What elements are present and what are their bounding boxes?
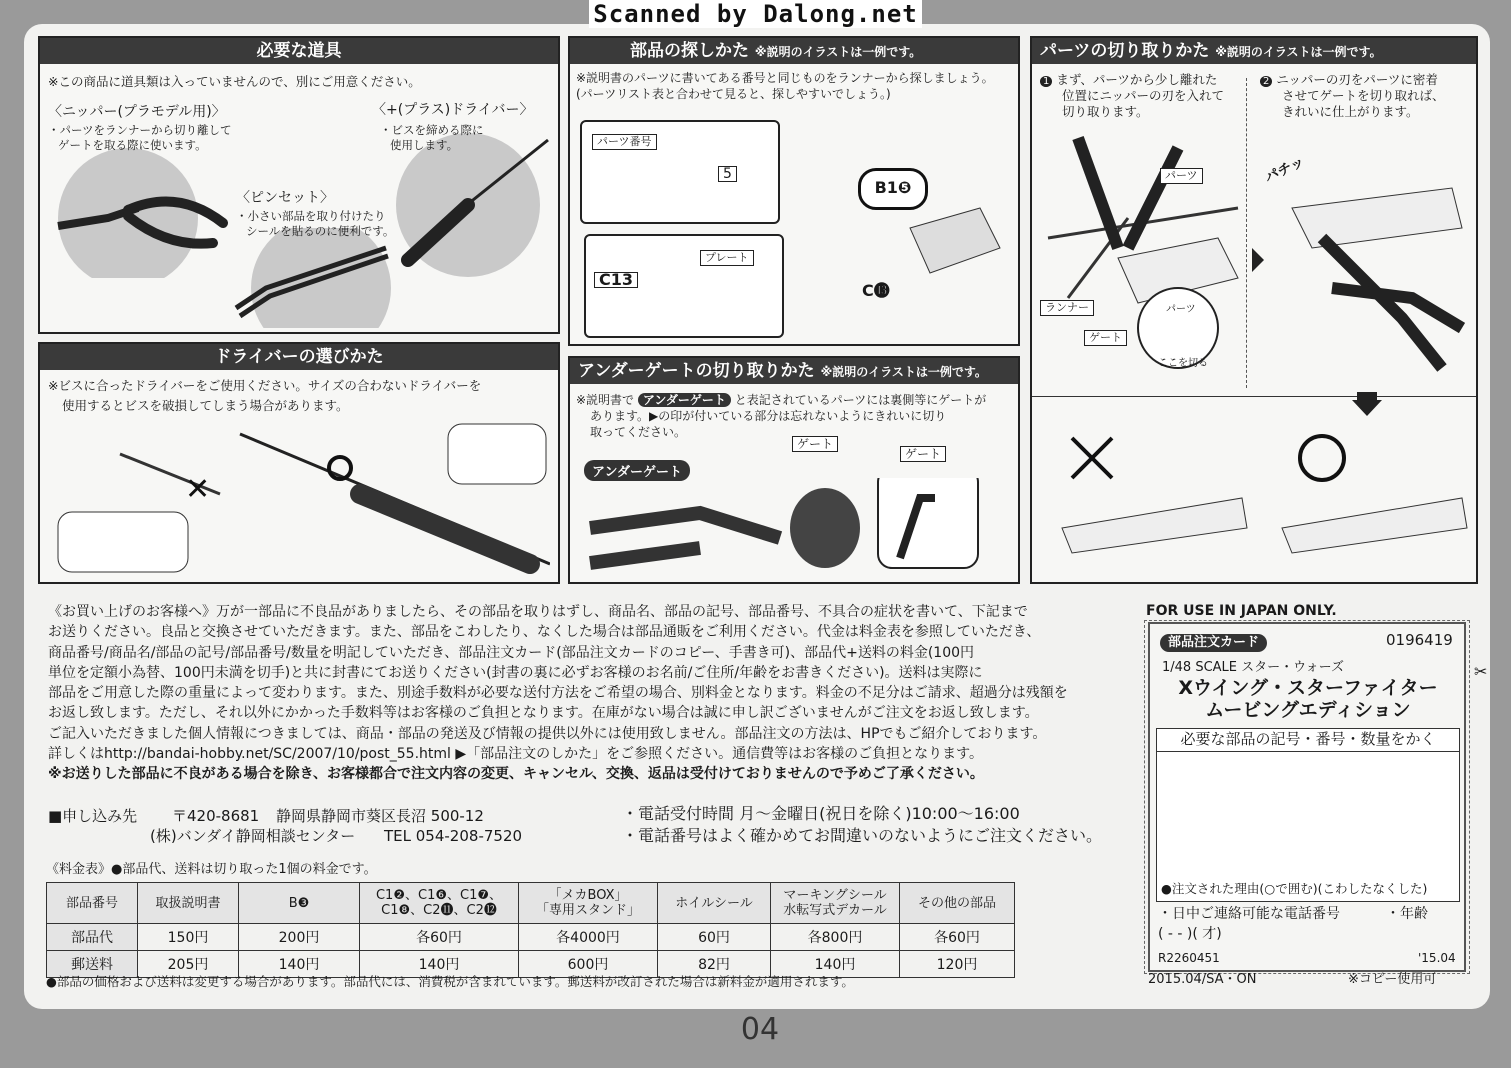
arrow-down-icon xyxy=(1352,392,1382,418)
driver-desc-2: 使用します。 xyxy=(390,138,459,152)
fee-cell: 140円 xyxy=(771,951,900,978)
step1-line3: 切り取ります。 xyxy=(1062,104,1149,119)
driver-choice-note-1: ※ビスに合ったドライバーをご使用ください。サイズの合わないドライバーを xyxy=(48,378,482,393)
fee-table-row xyxy=(47,924,1015,951)
step2-line3: きれいに仕上がります。 xyxy=(1282,104,1419,119)
phone-age-blank: ( - - )( 才) xyxy=(1158,926,1222,942)
tweezers-title: 〈ピンセット〉 xyxy=(236,190,334,206)
cut-parts-title: パーツの切り取りかた ※説明のイラストは一例です。 xyxy=(1032,38,1476,64)
plate-number: 5 xyxy=(718,166,737,182)
copy-ok-label: ※コピー使用可 xyxy=(1348,972,1437,987)
fee-header-cell: 取扱説明書 xyxy=(138,883,239,924)
snap-sfx: パチッ xyxy=(1262,153,1308,187)
notice-bold-line: ※お送りした部品に不良がある場合を除き、お客様都合で注文内容の変更、キャンセル、交換、返品は受付けておりませんので予めご了承ください。 xyxy=(48,766,984,783)
customer-notice xyxy=(48,602,1138,785)
order-card-date: '15.04 xyxy=(1418,951,1456,965)
order-card-scale: 1/48 SCALE スター・ウォーズ xyxy=(1162,660,1344,675)
part-plate-icon xyxy=(900,198,1010,288)
fee-table xyxy=(46,882,1015,978)
notice-line: お返し致します。ただし、それ以外にかかった手数料等はお客様のご負担となります。在庫がない場合は誠に申し訳ございませんがご注文をお返し致します。 xyxy=(48,705,1039,722)
cut-parts-panel xyxy=(1030,36,1478,584)
page-number: 04 xyxy=(740,1012,780,1047)
driver-choice-title: ドライバーの選びかた xyxy=(40,344,558,370)
gate-label-2: ゲート xyxy=(900,446,946,462)
find-parts-title: 部品の探しかた ※説明のイラストは一例です。 xyxy=(570,38,1018,64)
fee-cell: 郵送料 xyxy=(47,951,138,978)
fee-header-cell: 「メカBOX」 「専用スタンド」 xyxy=(519,883,658,924)
tweezers-desc-2: シールを貼るのに便利です。 xyxy=(246,224,395,238)
order-card-name-2: ムービングエディション xyxy=(1205,699,1411,721)
correct-result-icon xyxy=(1272,428,1472,578)
under-gate-note-2: あります。▶の印が付いている部分は忘れないようにきれいに切り xyxy=(590,409,947,423)
fee-cell: 120円 xyxy=(900,951,1015,978)
contact-tel: TEL 054-208-7520 xyxy=(384,827,523,845)
fee-cell: 各800円 xyxy=(771,924,900,951)
nipper-desc-1: ・パーツをランナーから切り離して xyxy=(48,123,232,137)
tweezers-icon xyxy=(226,228,406,328)
under-gate-panel xyxy=(568,356,1020,584)
phone-label[interactable]: ・日中ご連絡可能な電話番号 xyxy=(1158,906,1340,922)
step2-line1: 2 ニッパーの刃をパーツに密着 xyxy=(1260,72,1438,90)
callout-c: C⓭ xyxy=(862,281,890,300)
runner-cut-icon xyxy=(1038,128,1248,378)
japan-only-label: FOR USE IN JAPAN ONLY. xyxy=(1146,603,1337,619)
step1-line2: 位置にニッパーの刃を入れて xyxy=(1062,88,1225,103)
tools-panel xyxy=(38,36,560,334)
plate-label: プレート xyxy=(700,250,754,266)
notice-line: 単位を定額小為替、100円未満を切手)と共に封書にてお送りください(封書の裏に必ずお客様のお名前/ご住所/年齢をお書きください)。送料は実際に xyxy=(48,664,983,681)
fee-table-header xyxy=(47,883,1015,924)
fee-cell: 各60円 xyxy=(900,924,1015,951)
step1-line1: 1 まず、パーツから少し離れた xyxy=(1040,72,1217,90)
under-gate-note-3: 取ってください。 xyxy=(590,425,687,439)
under-gate-badge: アンダーゲート xyxy=(584,460,690,481)
order-card xyxy=(1148,622,1466,972)
order-card-code: 0196419 xyxy=(1386,631,1453,649)
nipper-title: 〈ニッパー(プラモデル用)〉 xyxy=(48,104,226,120)
part-number-label: パーツ番号 xyxy=(592,134,657,150)
fee-header-cell: B❸ xyxy=(239,883,360,924)
fee-cell: 各4000円 xyxy=(519,924,658,951)
callout-b: B1❺ xyxy=(858,168,928,210)
driver-choice-note-2: 使用するとビスを破損してしまう場合があります。 xyxy=(62,398,349,413)
order-card-rcode: R2260451 xyxy=(1158,951,1220,965)
fee-cell: 150円 xyxy=(138,924,239,951)
driver-desc-1: ・ビスを締める際に xyxy=(380,123,484,137)
contact-check: ・電話番号はよく確かめてお間違いのないようにご注文ください。 xyxy=(622,826,1103,845)
gate-label-1: ゲート xyxy=(792,436,838,452)
notice-line: 詳しくはhttp://bandai-hobby.net/SC/2007/10/post_55.html ▶「部品注文のしかた」をご参照ください。通信費等はお客様のご負担となります。 xyxy=(48,746,984,763)
nipper-icon xyxy=(48,138,238,278)
label-runner: ランナー xyxy=(1040,300,1094,316)
tools-title: 必要な道具 xyxy=(40,38,558,64)
parts-entry-header: 必要な部品の記号・番号・数量をかく xyxy=(1157,731,1459,752)
contact-postal: 〒420-8681 xyxy=(172,807,260,825)
label-parts-zoom: パーツ xyxy=(1166,304,1196,315)
nipper-desc-2: ゲートを取る際に使います。 xyxy=(58,138,207,152)
label-gate: ゲート xyxy=(1084,330,1127,346)
notice-line: お送りください。良品と交換させていただきます。また、部品をこわしたり、なくした場合は部品通販をご利用ください。代金は料金表を参照していただき、 xyxy=(48,624,1041,641)
parts-entry-field[interactable] xyxy=(1156,728,1460,902)
fee-cell: 各60円 xyxy=(360,924,519,951)
age-label[interactable]: ・年齢 xyxy=(1386,906,1428,922)
fee-header-cell: マーキングシール 水転写式デカール xyxy=(771,883,900,924)
print-code: 2015.04/SA・ON xyxy=(1148,972,1257,987)
fee-header-cell: その他の部品 xyxy=(900,883,1015,924)
notice-line: 《お買い上げのお客様へ》万が一部品に不良品がありましたら、その部品を取りはずし、商品名、部品の記号、部品番号、不具合の症状を書いて、下記まで xyxy=(48,604,1028,620)
fee-cell: 82円 xyxy=(658,951,771,978)
wrong-result-icon xyxy=(1052,428,1252,578)
contact-address: 静岡県静岡市葵区長沼 500-12 xyxy=(276,807,484,825)
label-cut-here: ここを切る xyxy=(1158,358,1208,369)
fee-header-cell: C1❷、C1❻、C1❼、 C1❽、C2⓫、C2⓬ xyxy=(360,883,519,924)
fee-table-footnote: ●部品の価格および送料は変更する場合があります。部品代には、消費税が含まれています。郵送料が改訂された場合は新料金が適用されます。 xyxy=(46,974,854,989)
find-parts-panel xyxy=(568,36,1020,346)
notice-line: 部品をご用意した際の重量によって変わります。また、別途手数料が必要な送付方法をご希望の場合、別料金となります。料金の不足分はご請求、超過分は残額を xyxy=(48,685,1068,702)
order-reason: ●注文された理由(○で囲む)(こわしたなくした) xyxy=(1161,881,1428,896)
svg-text:✕: ✕ xyxy=(185,472,211,507)
plate-code: C13 xyxy=(594,272,638,288)
order-card-name-1: Xウイング・スターファイター xyxy=(1178,677,1438,699)
tools-note: ※この商品に道具類は入っていませんので、別にご用意ください。 xyxy=(48,74,421,89)
fee-header-cell: ホイルシール xyxy=(658,883,771,924)
contact-company: (株)バンダイ静岡相談センター xyxy=(150,827,356,845)
driver-choice-panel xyxy=(38,342,560,584)
contact-hours: ・電話受付時間 月〜金曜日(祝日を除く)10:00〜16:00 xyxy=(622,804,1020,823)
step2-line2: させてゲートを切り取れば、 xyxy=(1282,88,1445,103)
fee-cell: 205円 xyxy=(138,951,239,978)
notice-line: ご記入いただきました個人情報につきましては、商品・部品の発送及び情報の提供以外には使用致しません。部品注文の方法は、HPでもご紹介しております。 xyxy=(48,725,1047,742)
fee-cell: 60円 xyxy=(658,924,771,951)
contact-label: ■申し込み先 xyxy=(48,807,138,825)
order-card-badge: 部品注文カード xyxy=(1160,634,1267,652)
under-gate-note-1: ※説明書で アンダーゲート と表記されているパーツには裏側等にゲートが xyxy=(576,393,987,407)
clean-cut-icon xyxy=(1252,148,1472,388)
under-gate-title: アンダーゲートの切り取りかた ※説明のイラストは一例です。 xyxy=(570,358,1018,384)
driver-title: 〈+(プラス)ドライバー〉 xyxy=(372,102,534,118)
tweezers-desc-1: ・小さい部品を取り付けたり xyxy=(236,209,386,223)
notice-line: 商品番号/商品名/部品の記号/部品番号/数量を明記していただき、部品注文カード(部品注文カードのコピー、手書き可)、部品代+送料の料金(100円 xyxy=(48,644,975,661)
find-parts-note-2: (パーツリスト表と合わせて見ると、探しやすいでしょう。) xyxy=(576,87,891,101)
scissors-icon: ✂ xyxy=(1474,662,1488,681)
fee-cell: 140円 xyxy=(360,951,519,978)
label-parts: パーツ xyxy=(1160,168,1203,184)
fee-cell: 140円 xyxy=(239,951,360,978)
fee-cell: 部品代 xyxy=(47,924,138,951)
find-parts-note-1: ※説明書のパーツに書いてある番号と同じものをランナーから探しましょう。 xyxy=(576,71,994,85)
scan-watermark: Scanned by Dalong.net xyxy=(0,0,1511,28)
result-divider xyxy=(1032,396,1476,397)
fee-cell: 600円 xyxy=(519,951,658,978)
fee-cell: 200円 xyxy=(239,924,360,951)
fee-header-cell: 部品番号 xyxy=(47,883,138,924)
under-gate-nipper-icon xyxy=(580,478,1010,578)
wrong-driver-icon xyxy=(50,414,550,582)
fee-table-caption: 《料金表》●部品代、送料は切り取った1個の料金です。 xyxy=(46,862,377,877)
